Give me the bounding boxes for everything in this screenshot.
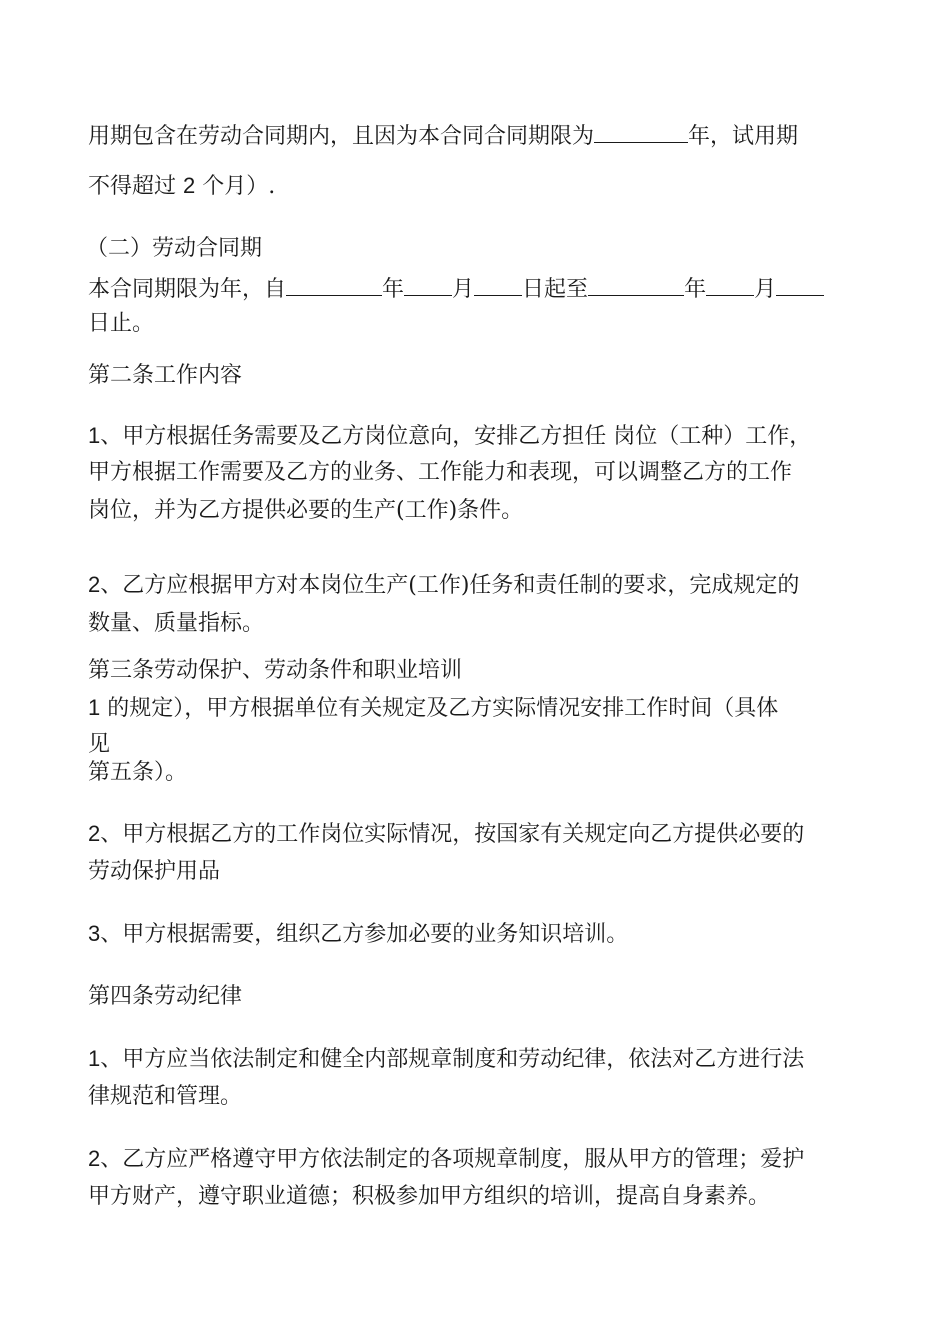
paragraph-line: 数量、质量指标。 xyxy=(88,611,265,636)
fill-blank xyxy=(286,277,382,296)
paragraph-line xyxy=(88,425,811,448)
paragraph-line xyxy=(88,277,824,301)
text-segment: 年 xyxy=(684,277,707,302)
paragraph-line: 第五条）。 xyxy=(88,760,188,785)
text-segment: 本合同期限为年，自 xyxy=(88,277,287,302)
text-segment: 的规定），甲方根据单位有关规定及乙方实际情况安排工作时间（具体 xyxy=(107,696,779,721)
paragraph-line: 见 xyxy=(88,732,111,757)
fill-blank xyxy=(404,277,452,296)
number-segment: 3 xyxy=(88,921,101,946)
paragraph-line xyxy=(88,124,798,148)
text-segment: 用期包含在劳动合同期内，且因为本合同合同期限为 xyxy=(88,124,595,149)
number-segment: 2 xyxy=(88,1146,101,1171)
fill-blank xyxy=(706,277,754,296)
paragraph-line xyxy=(88,574,799,597)
paragraph-line xyxy=(88,697,778,720)
number-segment: 2 xyxy=(183,173,196,198)
text-segment: 年 xyxy=(382,277,405,302)
paragraph-line xyxy=(88,1148,804,1171)
number-segment: 2 xyxy=(88,572,101,597)
section-heading: （二）劳动合同期 xyxy=(86,236,263,261)
number-segment: 1 xyxy=(88,695,101,720)
paragraph-line: 甲方财产，遵守职业道德；积极参加甲方组织的培训，提高自身素养。 xyxy=(88,1184,771,1209)
number-segment: 1 xyxy=(88,423,101,448)
article-heading: 第三条劳动保护、劳动条件和职业培训 xyxy=(88,658,463,683)
paragraph-line: 甲方根据工作需要及乙方的业务、工作能力和表现，可以调整乙方的工作 xyxy=(88,460,793,485)
text-segment: 、乙方应严格遵守甲方依法制定的各项规章制度，服从甲方的管理；爱护 xyxy=(100,1147,805,1172)
text-segment: 、甲方根据乙方的工作岗位实际情况，按国家有关规定向乙方提供必要的 xyxy=(100,822,805,847)
fill-blank xyxy=(588,277,684,296)
text-segment: 月 xyxy=(452,277,475,302)
article-heading: 第四条劳动纪律 xyxy=(88,984,243,1009)
paragraph-line xyxy=(88,823,804,846)
text-segment: 日起至 xyxy=(522,277,589,302)
text-segment: 、甲方根据需要，组织乙方参加必要的业务知识培训。 xyxy=(100,922,629,947)
paragraph-line: 律规范和管理。 xyxy=(88,1084,243,1109)
text-segment: 不得超过 xyxy=(88,174,177,199)
number-segment: 2 xyxy=(88,821,101,846)
text-segment: 、甲方应当依法制定和健全内部规章制度和劳动纪律，依法对乙方进行法 xyxy=(100,1047,805,1072)
fill-blank xyxy=(474,277,522,296)
text-segment: 年，试用期 xyxy=(688,124,799,149)
text-segment: 、甲方根据任务需要及乙方岗位意向，安排乙方担任 岗位（工种）工作， xyxy=(100,424,812,449)
paragraph-line xyxy=(88,1048,804,1071)
text-segment: 月 xyxy=(754,277,777,302)
paragraph-line: 岗位，并为乙方提供必要的生产(工作)条件。 xyxy=(88,498,524,523)
paragraph-line xyxy=(88,175,275,198)
paragraph-line xyxy=(88,923,628,946)
text-segment: 个月）. xyxy=(202,174,276,199)
fill-blank xyxy=(594,124,688,143)
paragraph-line: 劳动保护用品 xyxy=(88,859,221,884)
paragraph-line: 日止。 xyxy=(88,311,155,336)
article-heading: 第二条工作内容 xyxy=(88,363,243,388)
text-segment: 、乙方应根据甲方对本岗位生产(工作)任务和责任制的要求，完成规定的 xyxy=(100,573,800,598)
fill-blank xyxy=(776,277,824,296)
number-segment: 1 xyxy=(88,1046,101,1071)
